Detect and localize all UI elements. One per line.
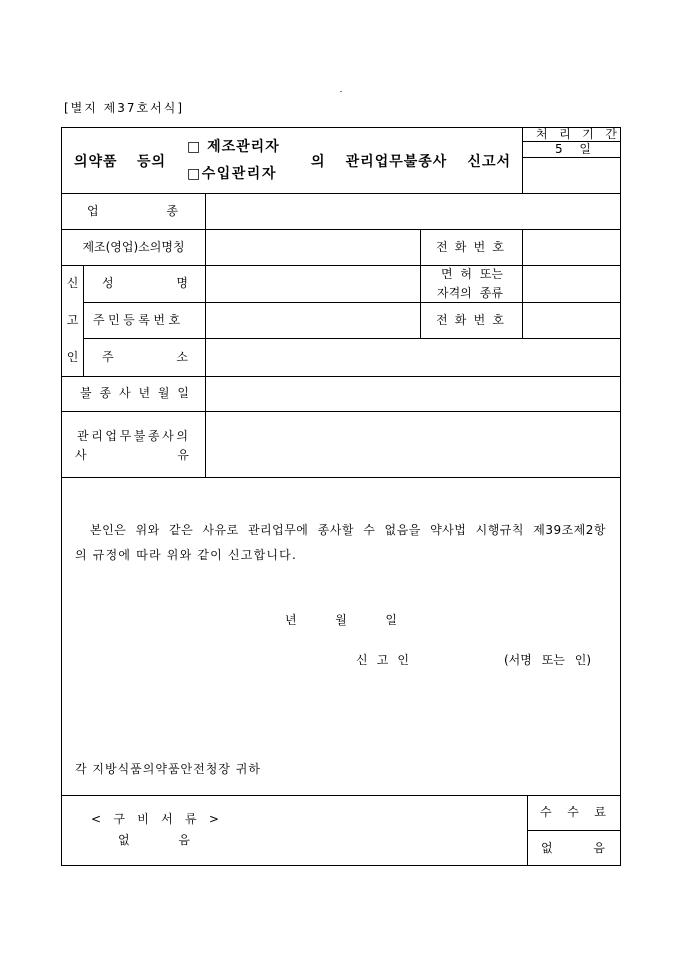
name-label: 성 명 [102, 276, 188, 290]
facility-phone-field[interactable] [523, 230, 620, 265]
statement-line-1: 본인은 위와 같은 사유로 관리업무에 종사할 수 없음을 약사법 시행규칙 제39조제2항 [90, 523, 606, 537]
facility-name-field[interactable] [206, 230, 420, 265]
business-type-label: 업 종 [87, 204, 178, 218]
reason-label-line2: 사 유 [75, 448, 189, 462]
vertical-rule [420, 229, 421, 338]
reporter-phone-field[interactable] [523, 303, 620, 338]
processing-period-label: 처 리 기 간 [536, 127, 617, 141]
address-field[interactable] [206, 339, 620, 376]
form-title-prefix: 의약품 등의 [74, 154, 166, 170]
vertical-rule [527, 795, 528, 865]
facility-name-label: 제조(영업)소의명칭 [82, 240, 185, 254]
statement-line-2: 의 규정에 따라 위와 같이 신고합니다. [75, 548, 297, 562]
address-label: 주 소 [102, 350, 188, 364]
horizontal-rule [61, 795, 621, 796]
option-import-manager[interactable]: □수입관리자 [187, 166, 277, 182]
non-engagement-date-field[interactable] [206, 377, 620, 411]
processing-period-value: 5 일 [555, 142, 591, 156]
form-number: [별지 제37호서식] [64, 101, 184, 115]
facility-phone-label: 전 화 번 호 [436, 240, 504, 254]
resident-number-field[interactable] [206, 303, 420, 338]
reporter-signature-label: 신 고 인 [356, 653, 409, 667]
signature-note: (서명 또는 인) [504, 653, 591, 667]
horizontal-rule [527, 830, 620, 831]
vertical-rule [83, 265, 84, 376]
license-label-line1: 면 허 또는 [441, 267, 503, 281]
reporter-label-char: 신 [66, 276, 79, 290]
reason-field[interactable] [206, 412, 620, 477]
date-label: 년 월 일 [285, 613, 397, 627]
vertical-rule [522, 127, 523, 193]
horizontal-rule [61, 477, 621, 478]
reporter-label-char: 인 [66, 350, 79, 364]
fee-value: 없 음 [541, 841, 605, 855]
page-marker-dot [340, 91, 342, 92]
non-engagement-date-label: 불 종 사 년 월 일 [80, 386, 189, 400]
license-type-field[interactable] [523, 266, 620, 302]
required-documents-value: 없 음 [118, 833, 190, 847]
fee-label: 수 수 료 [540, 805, 606, 819]
addressee: 각 지방식품의약품안전청장 귀하 [75, 762, 261, 776]
reporter-name-field[interactable] [206, 266, 420, 302]
form-title-suffix: 의 관리업무불종사 신고서 [311, 154, 511, 170]
reporter-phone-label: 전 화 번 호 [436, 313, 504, 327]
resident-number-label: 주민등록번호 [93, 313, 184, 327]
reason-label-line1: 관리업무불종사의 [77, 429, 191, 443]
reporter-label-char: 고 [66, 313, 79, 327]
business-type-field[interactable] [206, 194, 620, 229]
required-documents-label: < 구 비 서 류 > [91, 812, 219, 826]
license-label-line2: 자격의 종류 [437, 286, 503, 300]
option-manufacturing-manager[interactable]: □ 제조관리자 [187, 139, 280, 155]
